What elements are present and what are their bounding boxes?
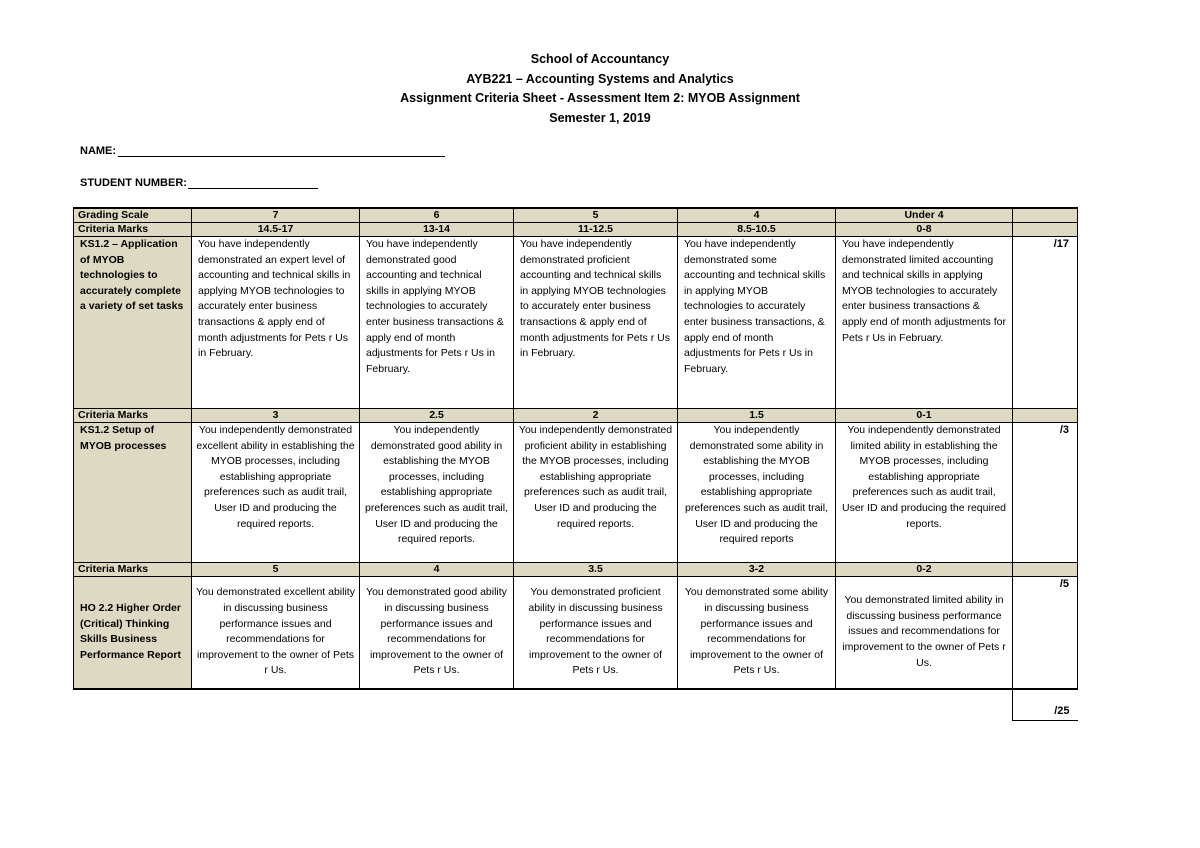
grade-7: 7	[192, 208, 360, 223]
criteria-marks-row	[74, 223, 1078, 237]
criterion-name: HO 2.2 Higher Order (Critical) Thinking Skills Business Performance Report	[74, 577, 192, 689]
marks-blank	[1013, 223, 1078, 237]
description-cell: You demonstrated good ability in discussing business performance issues and recommendations for improvement to the owner of Pets r Us.	[360, 577, 514, 689]
student-number-label: STUDENT NUMBER:	[80, 177, 187, 189]
criteria-marks-row	[74, 409, 1078, 423]
grade-under-4: Under 4	[836, 208, 1013, 223]
criterion-name: KS1.2 – Application of MYOB technologies to accurately complete a variety of set tasks	[74, 237, 192, 409]
description-cell: You independently demonstrated good ability in establishing the MYOB processes, including establishing appropriate preferences such as audit trail, User ID and producing the required reports.	[360, 423, 514, 563]
criteria-table	[73, 207, 1078, 721]
grading-scale-row	[74, 208, 1078, 223]
marks-cell: 3	[192, 409, 360, 423]
marks-cell: 3.5	[514, 563, 678, 577]
marks-cell: 0-2	[836, 563, 1013, 577]
criterion-row	[74, 423, 1078, 563]
unit-title: AYB221 – Accounting Systems and Analytics	[466, 71, 734, 86]
score-cell[interactable]: /3	[1013, 423, 1078, 563]
name-field[interactable]	[80, 145, 445, 157]
document-title: Assignment Criteria Sheet - Assessment Item 2: MYOB Assignment	[400, 91, 800, 105]
description-cell: You have independently demonstrated limited accounting and technical skills in applying MYOB technologies to accurately enter business transactions & apply end of month adjustments for Pets r Us in February.	[836, 237, 1013, 409]
marks-cell: 4	[360, 563, 514, 577]
marks-cell: 11-12.5	[514, 223, 678, 237]
grading-scale-label: Grading Scale	[74, 208, 192, 223]
description-cell: You demonstrated limited ability in discussing business performance issues and recommendations for improvement to the owner of Pets r Us.	[836, 577, 1013, 689]
name-line[interactable]	[118, 145, 445, 157]
marks-cell: 14.5-17	[192, 223, 360, 237]
document-header	[0, 50, 1200, 128]
school-name: School of Accountancy	[530, 52, 670, 66]
marks-cell: 1.5	[678, 409, 836, 423]
total-score[interactable]: /25	[1013, 689, 1078, 721]
description-cell: You have independently demonstrated an expert level of accounting and technical skills in applying MYOB technologies to accurately enter business transactions & apply end of month adjustments for Pets r Us in February.	[192, 237, 360, 409]
description-cell: You demonstrated excellent ability in discussing business performance issues and recommendations for improvement to the owner of Pets r Us.	[192, 577, 360, 689]
marks-blank	[1013, 409, 1078, 423]
description-cell: You have independently demonstrated proficient accounting and technical skills in applying MYOB technologies to accurately enter business transactions & apply end of month adjustments for Pets r Us in February.	[514, 237, 678, 409]
description-cell: You independently demonstrated some ability in establishing the MYOB processes, including establishing appropriate preferences such as audit trail, User ID and producing the required reports	[678, 423, 836, 563]
grade-blank	[1013, 208, 1078, 223]
marks-cell: 0-1	[836, 409, 1013, 423]
description-cell: You demonstrated some ability in discussing business performance issues and recommendations for improvement to the owner of Pets r Us.	[678, 577, 836, 689]
name-label: NAME:	[80, 145, 117, 157]
grade-5: 5	[514, 208, 678, 223]
description-cell: You have independently demonstrated some accounting and technical skills in applying MYOB technologies to accurately enter business transactions, & apply end of month adjustments for Pets r Us in February.	[678, 237, 836, 409]
criteria-marks-label: Criteria Marks	[74, 563, 192, 577]
criterion-row	[74, 237, 1078, 409]
criterion-row	[74, 577, 1078, 689]
score-cell[interactable]: /17	[1013, 237, 1078, 409]
grade-6: 6	[360, 208, 514, 223]
criterion-name: KS1.2 Setup of MYOB processes	[74, 423, 192, 563]
marks-cell: 2	[514, 409, 678, 423]
marks-blank	[1013, 563, 1078, 577]
marks-cell: 2.5	[360, 409, 514, 423]
description-cell: You independently demonstrated proficient ability in establishing the MYOB processes, including establishing appropriate preferences such as audit trail, User ID and producing the required reports.	[514, 423, 678, 563]
marks-cell: 13-14	[360, 223, 514, 237]
criteria-marks-label: Criteria Marks	[74, 409, 192, 423]
grade-4: 4	[678, 208, 836, 223]
total-row	[74, 689, 1078, 721]
marks-cell: 0-8	[836, 223, 1013, 237]
marks-cell: 3-2	[678, 563, 836, 577]
marks-cell: 8.5-10.5	[678, 223, 836, 237]
student-number-line[interactable]	[188, 177, 318, 189]
description-cell: You demonstrated proficient ability in discussing business performance issues and recommendations for improvement to the owner of Pets r Us.	[514, 577, 678, 689]
description-cell: You independently demonstrated limited ability in establishing the MYOB processes, including establishing appropriate preferences such as audit trail, User ID and producing the required reports.	[836, 423, 1013, 563]
student-number-field[interactable]	[80, 177, 318, 189]
criteria-marks-label: Criteria Marks	[74, 223, 192, 237]
score-cell[interactable]: /5	[1013, 577, 1078, 689]
description-cell: You have independently demonstrated good accounting and technical skills in applying MYOB technologies to accurately enter business transactions & apply end of month adjustments for Pets r Us in February.	[360, 237, 514, 409]
marks-cell: 5	[192, 563, 360, 577]
semester: Semester 1, 2019	[549, 110, 651, 125]
criteria-marks-row	[74, 563, 1078, 577]
description-cell: You independently demonstrated excellent ability in establishing the MYOB processes, including establishing appropriate preferences such as audit trail, User ID and producing the required reports.	[192, 423, 360, 563]
